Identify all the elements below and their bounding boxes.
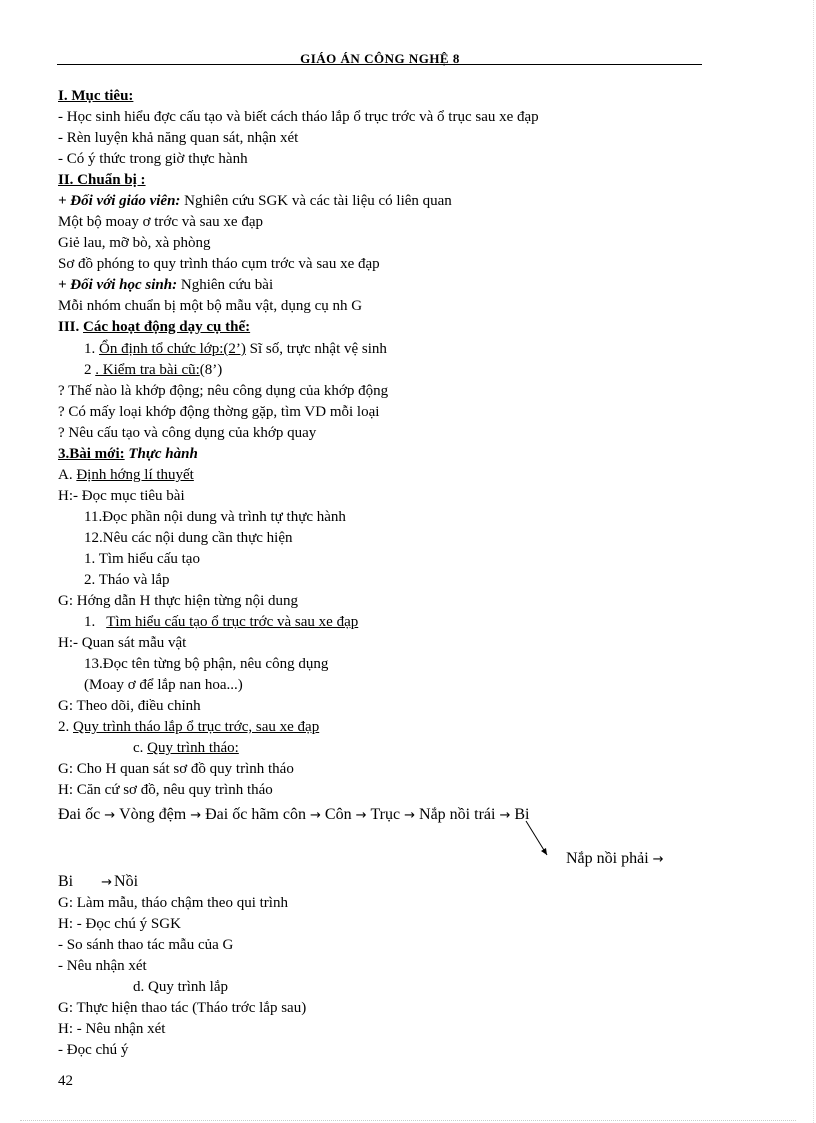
flow-step-3: Đai ốc hãm côn <box>205 806 306 823</box>
sec2-gv-line-1: Một bộ moay ơ trớc và sau xe đạp <box>58 214 263 230</box>
arrow-right-icon: → <box>104 808 116 823</box>
sec1-line-3: - Có ý thức trong giờ thực hành <box>58 151 248 167</box>
section-1-heading-text: I. Mục tiêu: <box>58 88 134 104</box>
item-3-heading <box>58 444 198 464</box>
sec2-gv-line-2: Giẻ lau, mỡ bò, xà phòng <box>58 235 211 251</box>
flow2-step-1: Bi <box>58 873 74 890</box>
body2-line-1: H:- Quan sát mẫu vật <box>58 635 187 651</box>
section-3-heading <box>58 317 250 337</box>
sub1-heading <box>84 612 358 632</box>
flow-right-branch <box>566 849 668 870</box>
body2-line-2: 13.Đọc tên từng bộ phận, nêu công dụng <box>84 656 329 672</box>
question-3: ? Nêu cấu tạo và công dụng của khớp quay <box>58 425 317 441</box>
body1-line-6: G: Hớng dẫn H thực hiện từng nội dung <box>58 593 298 609</box>
sec2-student-line <box>58 275 273 295</box>
part-c-prefix: c. <box>133 740 148 756</box>
student-text: Nghiên cứu bài <box>177 277 274 293</box>
item-2-number: 2 <box>84 362 92 378</box>
body5-line-1: G: Thực hiện thao tác (Tháo trớc lắp sau) <box>58 1000 307 1016</box>
body5-line-2: H: - Nêu nhận xét <box>58 1021 166 1037</box>
question-2: ? Có mấy loại khớp động thờng gặp, tìm VD mỗi loại <box>58 404 380 420</box>
item-1-text: Sĩ số, trực nhật vệ sinh <box>245 341 387 357</box>
sub2-heading <box>58 717 319 737</box>
item-2-text: (8’) <box>199 362 223 378</box>
teacher-label: + Đối với giáo viên: <box>58 193 181 209</box>
page-number: 42 <box>58 1073 73 1089</box>
sub2-prefix: 2. <box>58 719 73 735</box>
flow-step-7: Bi <box>514 806 530 823</box>
body1-line-2: 11.Đọc phần nội dung và trình tự thực hành <box>84 509 346 525</box>
body3-line-1: G: Cho H quan sát sơ đồ quy trình tháo <box>58 761 294 777</box>
item-2 <box>84 360 222 380</box>
part-a-prefix: A. <box>58 467 77 483</box>
flow2-step-2: Nồi <box>114 873 139 890</box>
flow-step-6: Nắp nồi trái <box>419 806 496 823</box>
body4-line-4: - Nêu nhận xét <box>58 958 147 974</box>
body5-line-3: - Đọc chú ý <box>58 1042 129 1058</box>
arrow-right-icon: → <box>652 852 664 867</box>
item-3-text: Thực hành <box>124 446 198 462</box>
teacher-text: Nghiên cứu SGK và các tài liệu có liên quan <box>180 193 452 209</box>
sub1-label: Tìm hiểu cấu tạo ổ trục trớc và sau xe đạp <box>106 614 359 630</box>
arrow-right-icon: → <box>101 875 113 890</box>
part-d-heading: d. Quy trình lắp <box>133 979 228 995</box>
question-1: ? Thế nào là khớp động; nêu công dụng của khớp động <box>58 383 389 399</box>
arrow-right-icon: → <box>355 808 367 823</box>
sub2-label: Quy trình tháo lắp ổ trục trớc, sau xe đạp <box>73 719 320 735</box>
flow-right-label: Nắp nồi phải <box>566 850 649 867</box>
sec2-teacher-line <box>58 191 452 211</box>
part-a-label: Định hớng lí thuyết <box>76 467 194 483</box>
arrow-right-icon: → <box>404 808 416 823</box>
body4-line-3: - So sánh thao tác mẫu của G <box>58 937 234 953</box>
flow-step-1: Đai ốc <box>58 806 101 823</box>
body2-line-3: (Moay ơ để lắp nan hoa...) <box>84 677 243 693</box>
body1-line-1: H:- Đọc mục tiêu bài <box>58 488 185 504</box>
arrow-right-icon: → <box>190 808 202 823</box>
flow-step-4: Côn <box>324 806 352 823</box>
diagonal-arrow-icon <box>520 818 560 863</box>
body4-line-2: H: - Đọc chú ý SGK <box>58 916 181 932</box>
header-rule <box>57 64 702 65</box>
arrow-right-icon: → <box>499 808 511 823</box>
sec1-line-2: - Rèn luyện khả năng quan sát, nhận xét <box>58 130 299 146</box>
item-2-label: . Kiểm tra bài cũ: <box>95 362 200 378</box>
body3-line-2: H: Căn cứ sơ đồ, nêu quy trình tháo <box>58 782 273 798</box>
page-header-title: GIÁO ÁN CÔNG NGHỆ 8 <box>300 51 460 66</box>
body2-line-4: G: Theo dõi, điều chỉnh <box>58 698 201 714</box>
body1-line-4: 1. Tìm hiểu cấu tạo <box>84 551 200 567</box>
arrow-right-icon: → <box>309 808 321 823</box>
part-c-label: Quy trình tháo: <box>147 740 239 756</box>
section-2-heading-text: II. Chuẩn bị : <box>58 172 146 188</box>
flow-second-row <box>58 872 138 893</box>
section-1-heading <box>58 86 133 106</box>
student-label: + Đối với học sinh: <box>58 277 178 293</box>
item-3-label: 3.Bài mới: <box>58 446 125 462</box>
body4-line-1: G: Làm mẫu, tháo chậm theo qui trình <box>58 895 288 911</box>
disassembly-flow <box>58 805 529 826</box>
flow-step-5: Trục <box>370 806 401 823</box>
part-c-heading <box>133 738 239 758</box>
body1-line-5: 2. Tháo và lắp <box>84 572 170 588</box>
sec1-line-1: - Học sinh hiểu đợc cấu tạo và biết cách tháo lắp ổ trục trớc và ổ trục sau xe đạp <box>58 109 539 125</box>
part-a-heading <box>58 465 194 485</box>
sub1-number: 1. <box>84 614 96 630</box>
flow-step-2: Vòng đệm <box>119 806 187 823</box>
body1-line-3: 12.Nêu các nội dung cần thực hiện <box>84 530 293 546</box>
item-1-label: Ổn định tổ chức lớp:(2’) <box>99 341 246 357</box>
sec2-hs-line-1: Mỗi nhóm chuẩn bị một bộ mẫu vật, dụng cụ nh G <box>58 298 363 314</box>
section-3-prefix: III. <box>58 319 84 335</box>
item-1 <box>84 339 387 359</box>
section-3-heading-text: Các hoạt động dạy cụ thể: <box>83 319 251 335</box>
right-dotted-rule <box>813 0 814 1123</box>
section-2-heading <box>58 170 146 190</box>
item-1-number: 1. <box>84 341 96 357</box>
footer-dotted-rule <box>20 1120 796 1121</box>
sec2-gv-line-3: Sơ đồ phóng to quy trình tháo cụm trớc và sau xe đạp <box>58 256 380 272</box>
